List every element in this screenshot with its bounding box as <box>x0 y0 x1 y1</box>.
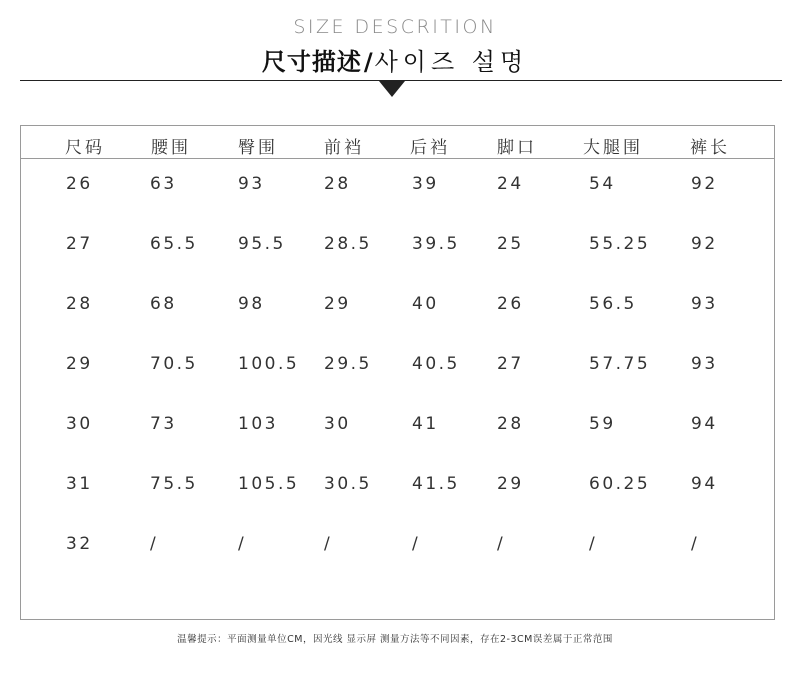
table-cell: / <box>589 534 598 554</box>
table-cell: 92 <box>691 174 718 194</box>
table-cell: 92 <box>691 234 718 254</box>
col-header-size: 尺码 <box>65 138 105 158</box>
table-cell: / <box>150 534 159 554</box>
table-cell: 29 <box>324 294 351 314</box>
table-cell: 39 <box>412 174 439 194</box>
table-cell: 30.5 <box>324 474 372 494</box>
table-cell: 57.75 <box>589 354 651 374</box>
table-cell: / <box>412 534 421 554</box>
triangle-down-icon <box>379 81 405 97</box>
title-chinese: 尺寸描述 <box>261 48 362 76</box>
subtitle-en: SIZE DESCRITION <box>293 16 497 38</box>
col-header-back-rise: 后裆 <box>410 138 450 158</box>
table-cell: 105.5 <box>238 474 300 494</box>
footer-note: 温馨提示：平面测量单位CM，因光线 显示屏 测量方法等不同因素，存在2-3CM误差属于正常范围 <box>177 634 613 645</box>
table-cell: 30 <box>324 414 351 434</box>
table-cell: 25 <box>497 234 524 254</box>
table-cell: 65.5 <box>150 234 198 254</box>
table-cell: 93 <box>691 294 718 314</box>
table-cell: 59 <box>589 414 616 434</box>
table-cell: 41 <box>412 414 439 434</box>
table-cell: 54 <box>589 174 616 194</box>
table-cell: 68 <box>150 294 177 314</box>
table-cell: 95.5 <box>238 234 286 254</box>
table-cell: 60.25 <box>589 474 651 494</box>
size-table <box>20 125 775 620</box>
table-cell: 26 <box>66 174 93 194</box>
table-cell: 40 <box>412 294 439 314</box>
table-cell: 63 <box>150 174 177 194</box>
col-header-thigh: 大腿围 <box>583 138 643 158</box>
col-header-hip: 臀围 <box>238 138 278 158</box>
table-cell: 93 <box>238 174 265 194</box>
table-cell: 28.5 <box>324 234 372 254</box>
table-cell: 27 <box>497 354 524 374</box>
table-cell: 55.25 <box>589 234 651 254</box>
table-cell: 100.5 <box>238 354 300 374</box>
col-header-front-rise: 前裆 <box>324 138 364 158</box>
table-cell: 56.5 <box>589 294 637 314</box>
table-cell: 28 <box>324 174 351 194</box>
col-header-length: 裤长 <box>690 138 730 158</box>
title-korean: 사이즈 설명 <box>374 48 529 76</box>
table-cell: 29 <box>66 354 93 374</box>
table-cell: / <box>497 534 506 554</box>
table-cell: 41.5 <box>412 474 460 494</box>
table-cell: 73 <box>150 414 177 434</box>
table-cell: 26 <box>497 294 524 314</box>
table-cell: 70.5 <box>150 354 198 374</box>
table-header-divider <box>20 158 775 159</box>
table-cell: / <box>238 534 247 554</box>
table-cell: 28 <box>66 294 93 314</box>
table-cell: / <box>691 534 700 554</box>
page-title <box>0 42 790 77</box>
table-cell: 29.5 <box>324 354 372 374</box>
table-cell: 40.5 <box>412 354 460 374</box>
table-cell: 32 <box>66 534 93 554</box>
table-cell: 94 <box>691 414 718 434</box>
table-cell: 93 <box>691 354 718 374</box>
table-cell: 27 <box>66 234 93 254</box>
table-cell: 39.5 <box>412 234 460 254</box>
title-separator: / <box>363 48 373 76</box>
table-cell: 24 <box>497 174 524 194</box>
table-cell: 30 <box>66 414 93 434</box>
table-cell: 103 <box>238 414 278 434</box>
table-cell: 75.5 <box>150 474 198 494</box>
table-cell: 29 <box>497 474 524 494</box>
table-cell: 28 <box>497 414 524 434</box>
table-cell: 98 <box>238 294 265 314</box>
col-header-leg-opening: 脚口 <box>497 138 537 158</box>
table-cell: 31 <box>66 474 93 494</box>
col-header-waist: 腰围 <box>151 138 191 158</box>
table-cell: 94 <box>691 474 718 494</box>
table-cell: / <box>324 534 333 554</box>
